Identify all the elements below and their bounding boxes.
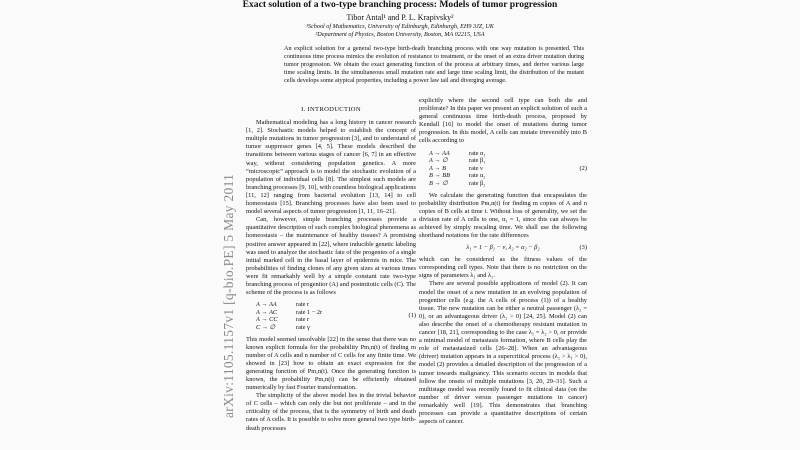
paragraph: There are several possible applications of model (2). It can model the onset of a new mutation in an evolving population of progenitor cells (e.g. the A cells of process (1)) of a healthy tissue. The new mutation can be either a neutral passenger (λ₂ = 0), or an advantageous driver (λ₂ > 0) [24, 25]. Model (2) can also describe the onset of a chemotherapy resistant mutation in cancer [18, 21], corresponding to the case λ₁ = λ₂ > 0, or provide a minimal model of metastasis formation, where B cells play the role of metastasized cells [26–28]. When an advantageous (driver) mutation appears in a supercritical process (λ₂ > λ₁ > 0), model (2) provides a detailed description of the progression of a tumor towards malignancy. This scenario occurs in models that follow the onsets of multiple mutations [3, 20, 29–31]. Such a multistage model was recently found to fit clinical data (on the number of driver versus passenger mutations in cancer) remarkably well [19]. This demonstrates that branching processes can provide a quantitative descriptions of certain aspects of cancer. [419,280,587,426]
abstract: An explicit solution for a general two-type birth-death branching process with one way mutation is presented. This continuous time process mimics the evolution of resistance to treatment, or the onset of an extra driver mutation during tumor progression. We obtain the exact generating function of the process at arbitrary times, and derive various large time scaling limits. In the simultaneous small mutation rate and large time scaling limit, the distribution of the mutant cells develops some atypical properties, including a power law tail and diverging average. [284,45,584,85]
equation-2 [419,150,587,188]
equation-1 [246,301,416,331]
equation-row: A → B rate ν [429,164,483,172]
paragraph: Mathematical modeling has a long history in cancer research [1, 2]. Stochastic models helped to establish the concept of multiple mutations in tumor progression [3], and to understand of tumor suppressor genes [4, 5]. These models described the transitions between various stages of cancer [6, 7] in an effective way, without considering population genetics. A more “microscopic” approach is to model the stochastic evolution of a population of individual cells [8]. The simplest such models are branching processes [9, 10], with countless biological applications [11, 12] ranging from bacterial evolution [13, 14] to cell homeostasis [15]. Branching processes have also been used to model several aspects of tumor progression [1, 11, 16–21]. [246,119,416,216]
paragraph: This model seemed unsolvable [22] in the sense that there was no known explicit formula for the probability Pm,n(t) of finding m number of A cells and n number of C cells for any finite time. We showed in [23] how to obtain an exact expression for the generating function of Pm,n(t). Once the generating function is known, the probability Pm,n(t) can be efficiently obtained numerically by fast Fourier transformation. [246,335,416,392]
paragraph: We calculate the generating function that encapsulates the probability distribution Pm,n(t) for finding m copies of A and n copies of B cells at time t. Without loss of generality, we set the division rate of A cells to one, α₁ = 1, since this can always be achieved by simply rescaling time. We shall use the following shorthand notations for the rate differences [419,191,587,239]
equation-number: (2) [579,164,587,172]
equation-row: A → AA rate α₁ [429,149,486,157]
equation-row: B → BB rate α₂ [429,172,486,180]
affiliation-1: ¹School of Mathematics, University of Edinburgh, Edinburgh, EH9 3JZ, UK [306,23,494,30]
equation-row: C → ∅ rate γ [256,323,310,331]
paragraph: which can be considered as the fitness values of the corresponding cell types. Note that there is no restriction on the signs of parameters λ₁ and λ₂. [419,256,587,280]
equation-number: (3) [579,244,587,252]
equation-text: λ₁ = 1 − β₁ − ν, λ₂ = α₂ − β₂ [466,244,540,252]
equation-row: A → AA rate r [256,301,310,309]
section-heading: I. INTRODUCTION [301,106,361,113]
paper-authors: Tibor Antal¹ and P. L. Krapivsky² [346,13,454,22]
equation-number: (1) [408,312,416,320]
left-column [246,106,416,433]
equation-row: A → AC rate 1 − 2r [256,308,323,316]
arxiv-sidebar [214,100,242,420]
paragraph: explicitly where the second cell type can both die and proliferate? In this paper we present an explicit solution of such a general continuous time birth-death process, proposed by Kendall [16] to model the onset of mutations during tumor progression. In this model, A cells can mutate irreversibly into B cells according to [419,97,587,145]
equation-row: A → ∅ rate β₁ [429,157,486,165]
right-column [419,97,587,426]
affiliation-2: ²Department of Physics, Boston University, Boston, MA 02215, USA [315,31,485,38]
paragraph: The simplicity of the above model lies in the trivial behavior of C cells – which can only die but not proliferate – and in the criticality of the process, that is the symmetry of birth and death rates of A cells. It is possible to solve more general two type birth-death processes [246,392,416,432]
affiliations [0,23,800,39]
arxiv-identifier: arXiv:1105.1157v1 [q-bio.PE] 5 May 2011 [221,173,236,418]
paper-title: Exact solution of a two-type branching process: Models of tumor progression [242,0,558,10]
equation-3 [419,244,587,252]
equation-row: B → ∅ rate β₂ [429,179,486,187]
paragraph: Can, however, simple branching processes provide a quantitative description of such complex biological phenomena as homeostasis – the maintenance of healthy tissues? A promising positive answer appeared in [22], where inducible genetic labeling was used to analyze the stochastic fate of the progenies of a single initial marked cell in the basal layer of epidermis in mice. The probabilities of finding clones of any given sizes at various times were fit remarkably well by a simple constant rate two-type branching process of progenitor (A) and postmitotic cells (C). The scheme of the process is as follows [246,216,416,297]
equation-row: A → CC rate r [256,316,310,324]
